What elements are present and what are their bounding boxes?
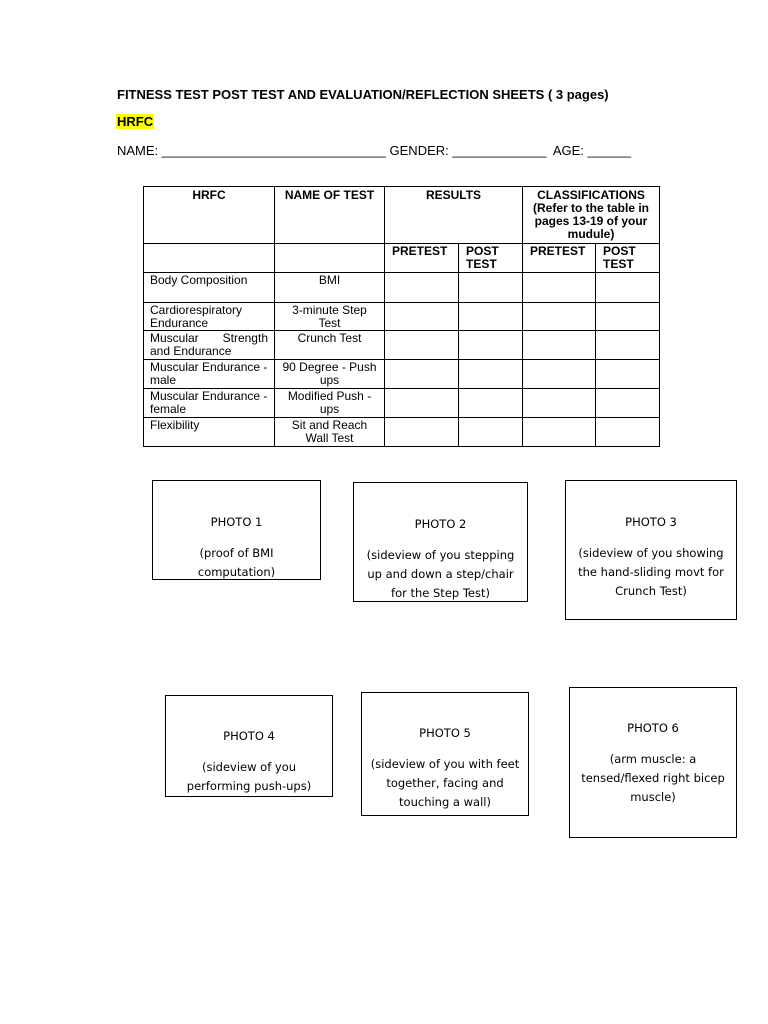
class-posttest-cell[interactable] bbox=[596, 389, 660, 418]
row-component: Muscular Strength and Endurance bbox=[144, 331, 275, 360]
row-component: Muscular Endurance - female bbox=[144, 389, 275, 418]
row-component: Flexibility bbox=[144, 418, 275, 447]
table-row bbox=[144, 360, 660, 389]
class-pretest-cell[interactable] bbox=[523, 331, 596, 360]
header-classifications: CLASSIFICATIONS (Refer to the table in pages 13-19 of your mudule) bbox=[523, 187, 660, 244]
table-row bbox=[144, 331, 660, 360]
class-pretest-cell[interactable] bbox=[523, 303, 596, 331]
photo-description: (arm muscle: a tensed/flexed right bicep muscle) bbox=[581, 752, 725, 804]
photo-description: (sideview of you performing push-ups) bbox=[186, 760, 312, 793]
results-pretest-cell[interactable] bbox=[385, 273, 459, 303]
results-posttest-cell[interactable] bbox=[459, 303, 523, 331]
photo-box-2 bbox=[353, 482, 528, 602]
class-posttest-cell[interactable] bbox=[596, 360, 660, 389]
photo-title: PHOTO 4 bbox=[223, 729, 275, 743]
row-test-name: Crunch Test bbox=[275, 331, 385, 360]
table-row bbox=[144, 418, 660, 447]
row-test-name: 3-minute Step Test bbox=[275, 303, 385, 331]
photo-title: PHOTO 5 bbox=[419, 726, 471, 740]
class-pretest-cell[interactable] bbox=[523, 418, 596, 447]
photo-title: PHOTO 3 bbox=[625, 515, 677, 529]
results-pretest-header: PRETEST bbox=[385, 244, 459, 273]
results-pretest-cell[interactable] bbox=[385, 418, 459, 447]
row-component: Body Composition bbox=[144, 273, 275, 303]
photo-box-4 bbox=[165, 695, 333, 797]
row-test-name: Sit and Reach Wall Test bbox=[275, 418, 385, 447]
photo-title: PHOTO 1 bbox=[210, 515, 263, 529]
class-posttest-header: POST TEST bbox=[596, 244, 660, 273]
subheader-blank-cell bbox=[144, 244, 275, 273]
photo-description: (sideview of you with feet together, facing and touching a wall) bbox=[370, 757, 520, 809]
results-posttest-cell[interactable] bbox=[459, 360, 523, 389]
results-pretest-cell[interactable] bbox=[385, 360, 459, 389]
photo-box-1 bbox=[152, 480, 321, 580]
table-header-row bbox=[144, 187, 660, 244]
results-posttest-cell[interactable] bbox=[459, 331, 523, 360]
results-posttest-cell[interactable] bbox=[459, 273, 523, 303]
document-title: FITNESS TEST POST TEST AND EVALUATION/REFLECTION SHEETS ( 3 pages) bbox=[117, 87, 609, 102]
photo-description: (sideview of you showing the hand-sliding movt for Crunch Test) bbox=[578, 546, 724, 598]
photo-title: PHOTO 6 bbox=[627, 721, 679, 735]
class-posttest-cell[interactable] bbox=[596, 418, 660, 447]
results-posttest-header: POST TEST bbox=[459, 244, 523, 273]
class-pretest-cell[interactable] bbox=[523, 360, 596, 389]
row-test-name: 90 Degree - Push ups bbox=[275, 360, 385, 389]
header-name-of-test: NAME OF TEST bbox=[275, 187, 385, 244]
class-pretest-cell[interactable] bbox=[523, 273, 596, 303]
class-pretest-header: PRETEST bbox=[523, 244, 596, 273]
table-row bbox=[144, 303, 660, 331]
row-component: Cardiorespiratory Endurance bbox=[144, 303, 275, 331]
results-pretest-cell[interactable] bbox=[385, 303, 459, 331]
results-posttest-cell[interactable] bbox=[459, 389, 523, 418]
fitness-test-table bbox=[143, 186, 660, 447]
table-row bbox=[144, 389, 660, 418]
photo-description: (sideview of you stepping up and down a step/chair for the Step Test) bbox=[366, 548, 515, 600]
table-subheader-row bbox=[144, 244, 660, 273]
student-info-line: NAME: _______________________________ GENDER: _____________ AGE: ______ bbox=[117, 143, 631, 158]
class-posttest-cell[interactable] bbox=[596, 331, 660, 360]
class-pretest-cell[interactable] bbox=[523, 389, 596, 418]
photo-box-5 bbox=[361, 692, 529, 816]
header-results: RESULTS bbox=[385, 187, 523, 244]
class-posttest-cell[interactable] bbox=[596, 303, 660, 331]
row-test-name: BMI bbox=[275, 273, 385, 303]
subheader-blank-cell bbox=[275, 244, 385, 273]
photo-description: (proof of BMI computation) bbox=[197, 546, 276, 579]
header-hrfc: HRFC bbox=[144, 187, 275, 244]
row-component: Muscular Endurance - male bbox=[144, 360, 275, 389]
results-posttest-cell[interactable] bbox=[459, 418, 523, 447]
photo-title: PHOTO 2 bbox=[414, 517, 467, 531]
class-posttest-cell[interactable] bbox=[596, 273, 660, 303]
photo-box-6 bbox=[569, 687, 737, 838]
results-pretest-cell[interactable] bbox=[385, 389, 459, 418]
photo-box-3 bbox=[565, 480, 737, 620]
row-test-name: Modified Push - ups bbox=[275, 389, 385, 418]
hrfc-heading: HRFC bbox=[117, 114, 154, 129]
table-row bbox=[144, 273, 660, 303]
results-pretest-cell[interactable] bbox=[385, 331, 459, 360]
